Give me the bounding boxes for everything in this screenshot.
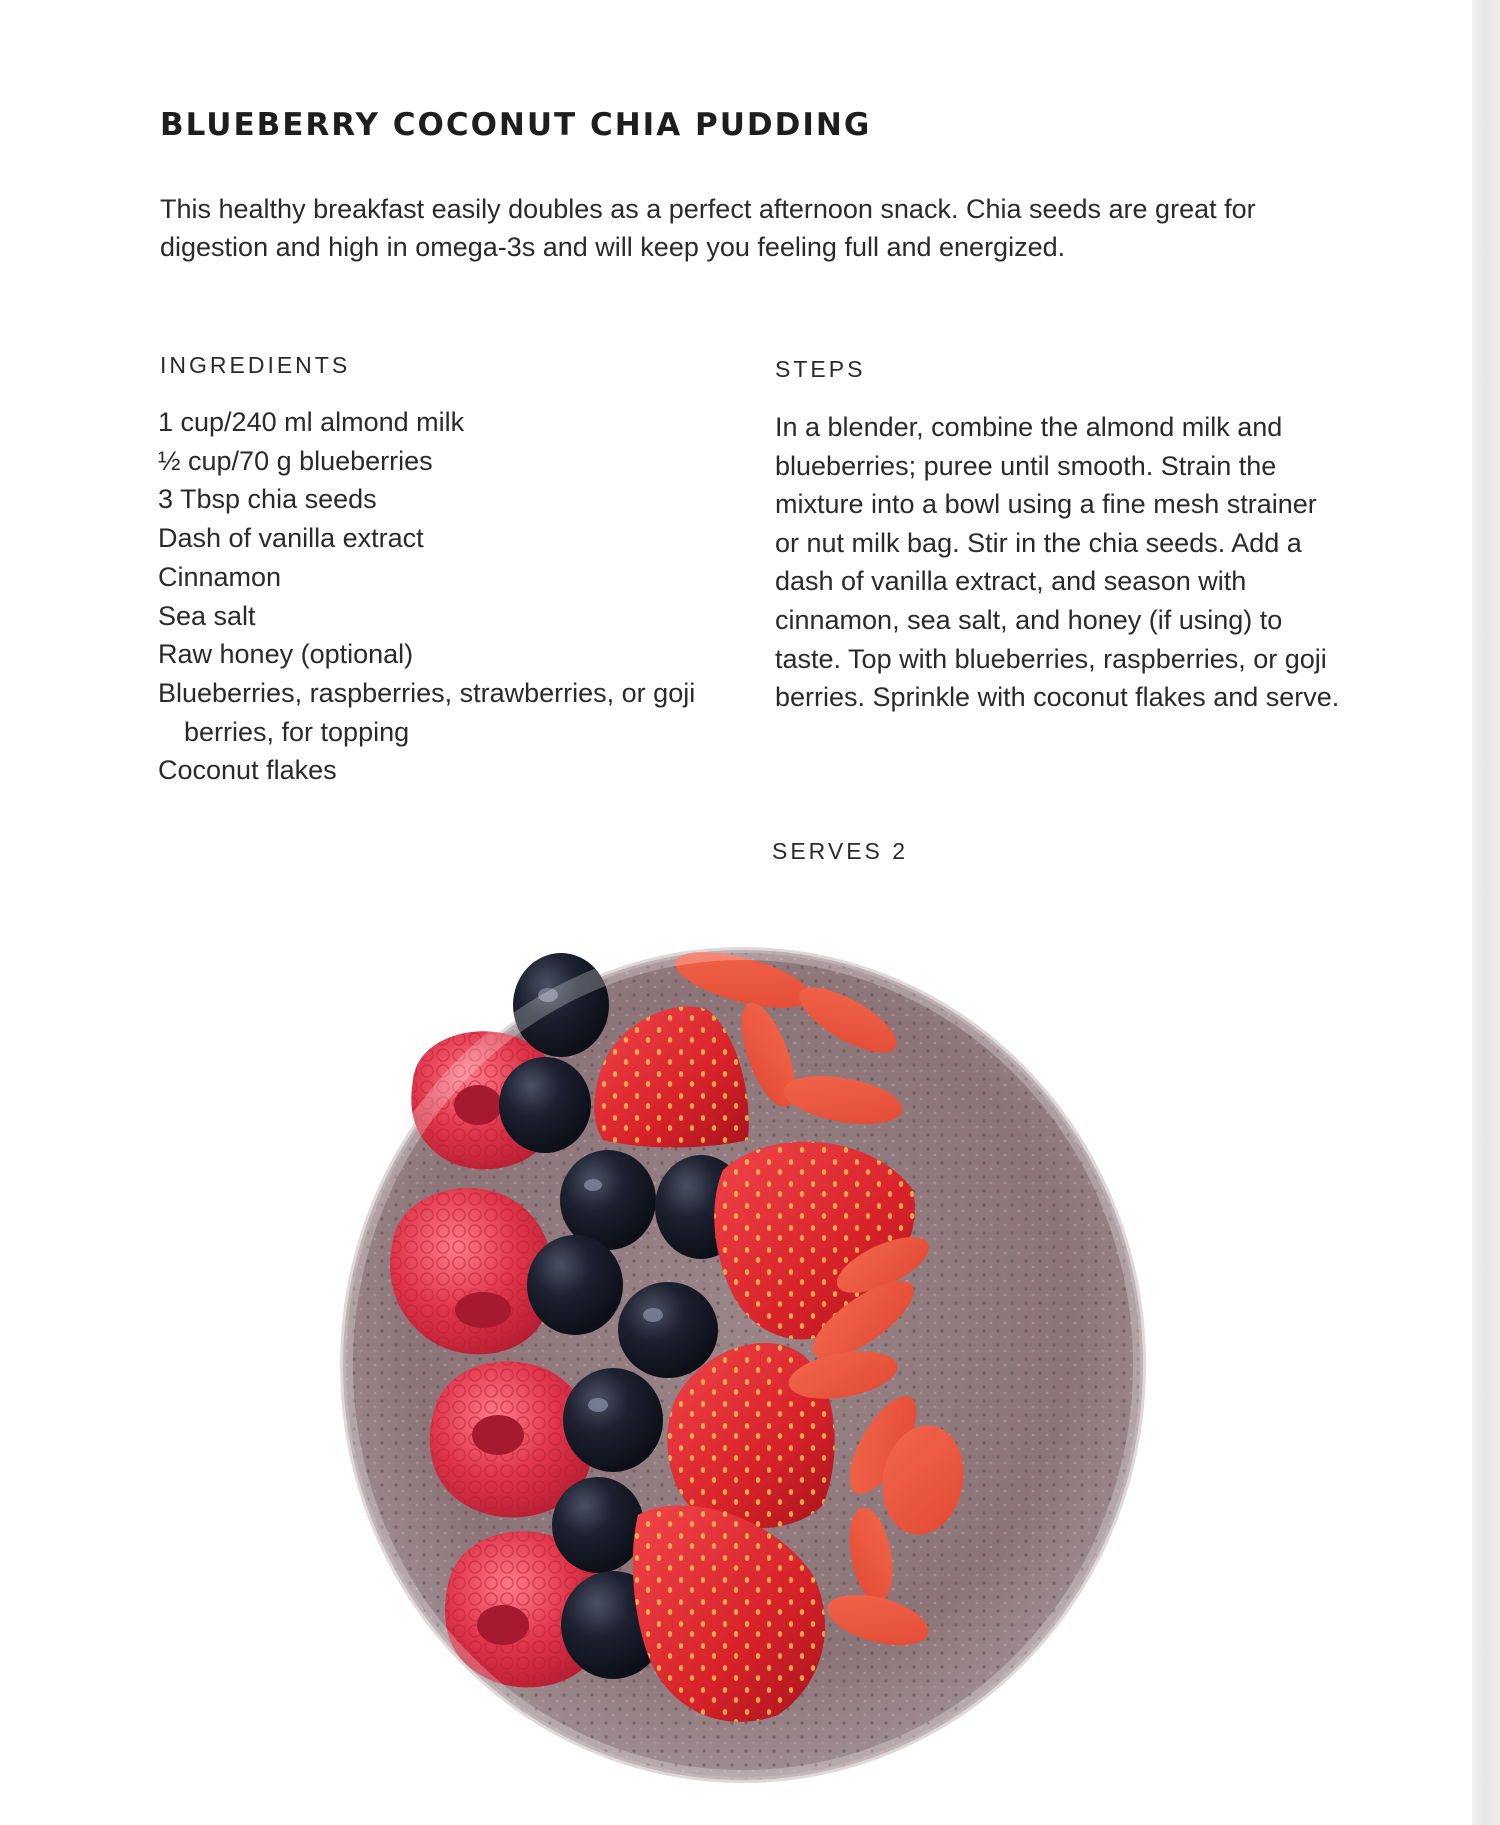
ingredient-item: Coconut flakes bbox=[158, 755, 337, 786]
ingredient-item: 3 Tbsp chia seeds bbox=[158, 484, 377, 515]
ingredient-item: Blueberries, raspberries, strawberries, or goji berries, for topping bbox=[158, 677, 696, 747]
page-gutter bbox=[1472, 0, 1500, 1825]
recipe-title: BLUEBERRY COCONUT CHIA PUDDING bbox=[160, 106, 872, 143]
ingredient-item: Cinnamon bbox=[158, 561, 282, 592]
pudding-bowl-photo bbox=[323, 935, 1163, 1785]
ingredients-heading: INGREDIENTS bbox=[160, 352, 351, 378]
ingredient-item: Sea salt bbox=[158, 600, 256, 631]
ingredient-item: Dash of vanilla extract bbox=[158, 523, 424, 554]
ingredient-item: 1 cup/240 ml almond milk bbox=[158, 407, 465, 437]
ingredient-item: ½ cup/70 g blueberries bbox=[158, 445, 433, 476]
steps-text: In a blender, combine the almond milk and blueberries; puree until smooth. Strain the mixture into a bowl using a fine mesh strainer or nut milk bag. Stir in the chia seeds. Add a dash of vanilla extract, and season with cinnamon, sea salt, and honey (if using) to taste. Top with blueberries, raspberries, or goji berries. Sprinkle with coconut flakes and serve. bbox=[775, 412, 1340, 713]
steps-heading: STEPS bbox=[775, 356, 866, 382]
serves-label: SERVES 2 bbox=[772, 838, 909, 864]
ingredient-item: Raw honey (optional) bbox=[158, 639, 414, 670]
recipe-intro: This healthy breakfast easily doubles as a perfect afternoon snack. Chia seeds are great for digestion and high in omega-3s and will keep you feeling full and energized. bbox=[160, 194, 1256, 262]
ingredients-list bbox=[158, 403, 718, 790]
